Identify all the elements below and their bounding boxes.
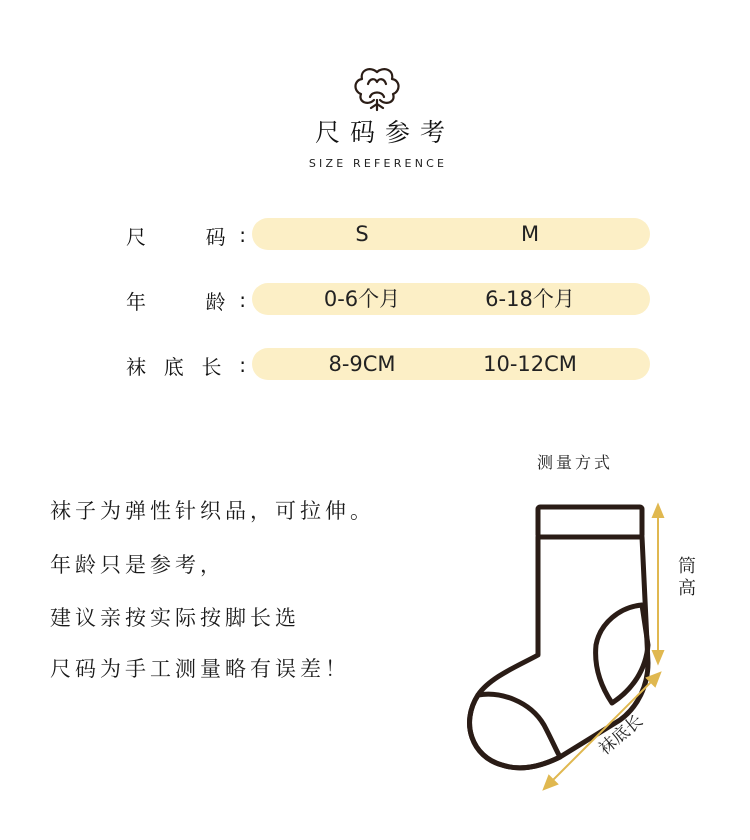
age-row-label [126,287,246,313]
cotton-flower-icon [350,64,404,114]
sole-length-value-pill [252,348,650,380]
size-label-char: 尺 [126,224,146,249]
page-title: 尺码参考 [314,118,455,147]
age-value-m: 6-18个月 [485,287,575,311]
sock-diagram-icon [460,495,710,805]
age-label-char: 年 [126,289,146,314]
size-label-colon: : [239,223,246,247]
size-label-char: 码 [205,224,226,249]
size-value-m: M [520,222,540,246]
age-row [0,283,750,317]
height-label: 筒高 [678,556,696,599]
sole-label-char: 长 [201,354,222,379]
sole-label-char: 袜 [126,354,146,379]
note-line: 尺码为手工测量略有误差！ [50,657,350,681]
measure-title: 测量方式 [537,453,614,472]
sole-length-row-label [126,352,246,378]
note-line: 年龄只是参考， [50,553,225,577]
sole-length-label: 袜底长 [595,711,648,760]
age-value-s: 0-6个月 [323,287,401,311]
size-value-pill [252,218,650,250]
size-value-s: S [355,222,369,246]
size-row-label [126,222,246,248]
age-label-char: 龄 [205,289,226,314]
age-value-pill [252,283,650,315]
sole-label-colon: : [239,353,246,377]
page-subtitle: SIZE REFERENCE [308,157,448,170]
note-line: 袜子为弹性针织品，可拉伸。 [50,499,375,523]
sole-length-value-s: 8-9CM [328,352,396,376]
note-line: 建议亲按实际按脚长选 [50,606,300,630]
sole-length-value-m: 10-12CM [483,352,577,376]
size-row [0,218,750,252]
sole-length-row [0,348,750,382]
age-label-colon: : [239,288,246,312]
sole-label-char: 底 [163,354,184,379]
